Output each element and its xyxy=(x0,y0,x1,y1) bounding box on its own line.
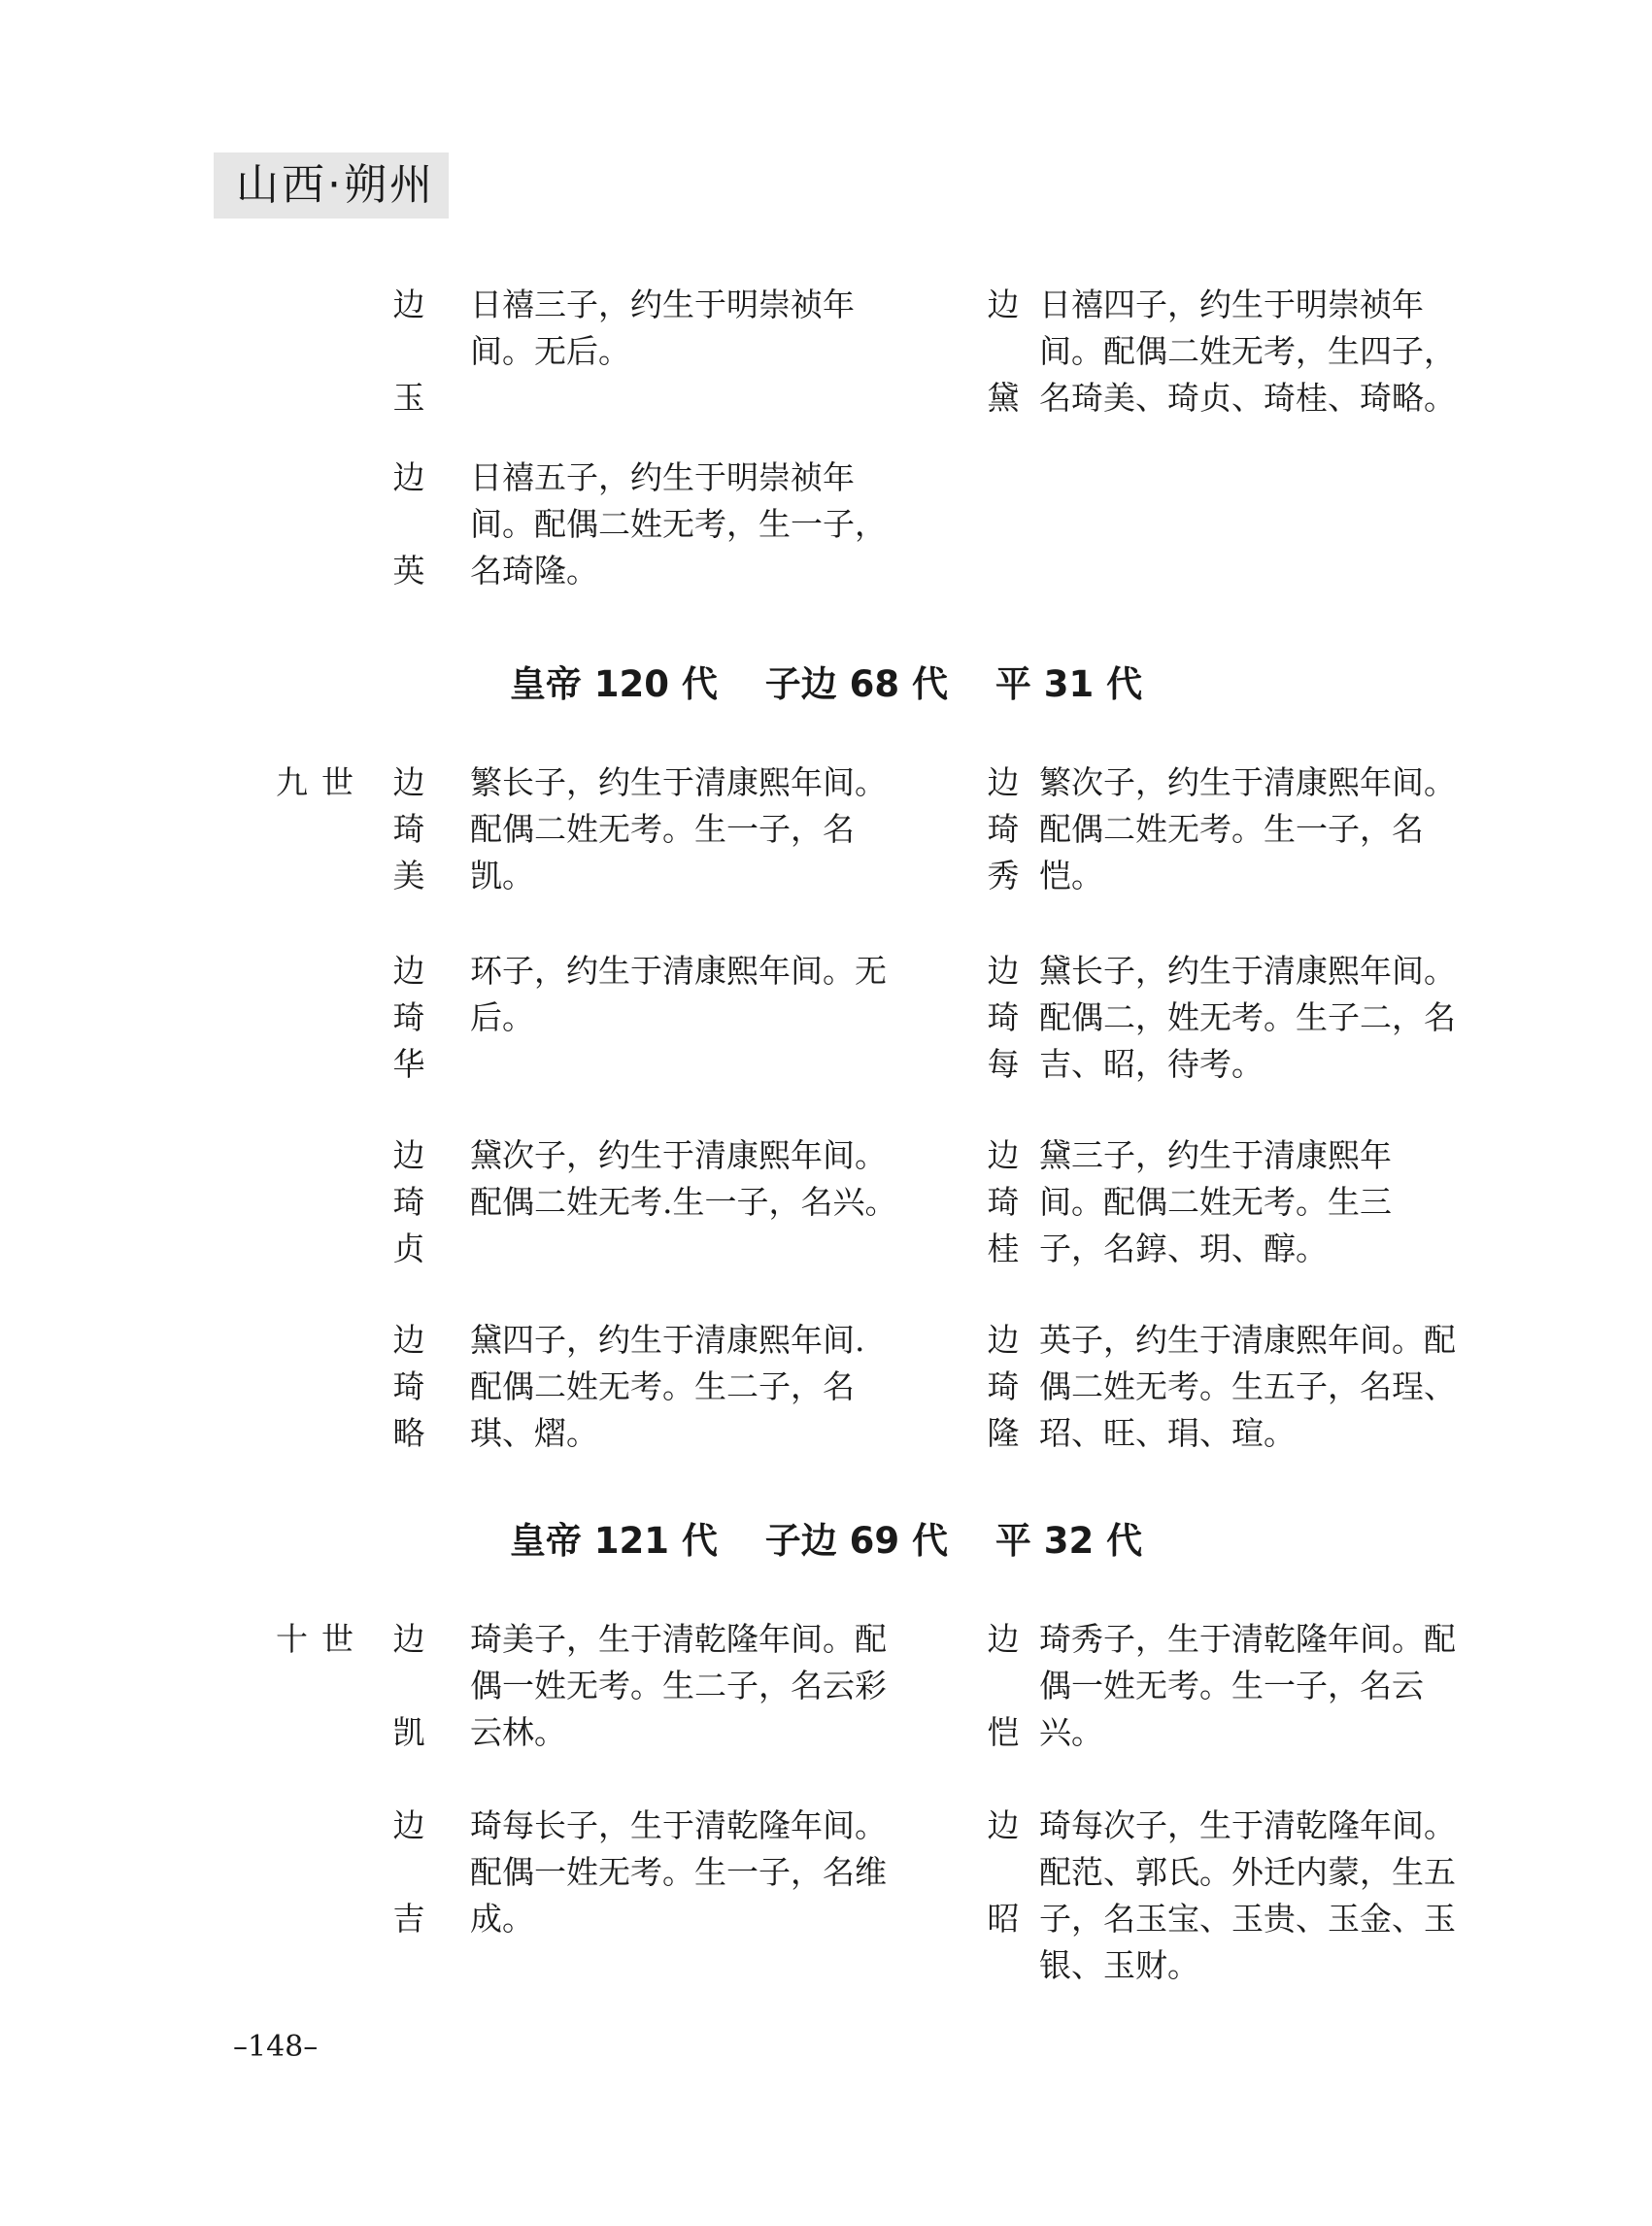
heading-part: 平 32 代 xyxy=(995,1520,1143,1562)
generation-heading xyxy=(0,1517,1652,1566)
person-desc xyxy=(470,282,868,375)
desc-line: 间。配偶二姓无考，生一子， xyxy=(470,505,887,543)
name-char: 边 xyxy=(987,1321,1020,1359)
name-char: 英 xyxy=(392,552,425,590)
desc-line: 吉、昭，待考。 xyxy=(1039,1045,1264,1083)
desc-line: 繁长子，约生于清康熙年间。 xyxy=(470,763,887,801)
name-char: 凯 xyxy=(392,1713,425,1751)
name-char: 桂 xyxy=(987,1230,1020,1267)
desc-line: 日禧四子，约生于明崇祯年 xyxy=(1039,286,1424,323)
name-char: 隆 xyxy=(987,1414,1020,1452)
desc-line: 配偶二姓无考.生一子，名兴。 xyxy=(470,1183,897,1221)
desc-line: 琦秀子，生于清乾隆年间。配 xyxy=(1039,1620,1456,1658)
desc-line: 成。 xyxy=(470,1900,534,1938)
desc-line: 玿、旺、琄、瑄。 xyxy=(1039,1414,1296,1452)
desc-line: 黛长子，约生于清康熙年间。 xyxy=(1039,952,1456,990)
name-char: 边 xyxy=(987,286,1020,323)
name-char: 边 xyxy=(392,1806,425,1844)
desc-line: 恺。 xyxy=(1039,857,1103,894)
desc-line: 间。无后。 xyxy=(470,332,630,370)
desc-line: 子，名錞、玥、醇。 xyxy=(1039,1230,1328,1267)
generation-label: 九世 xyxy=(276,763,367,801)
name-char: 琦 xyxy=(987,1183,1020,1221)
heading-part: 平 31 代 xyxy=(995,663,1143,705)
desc-line: 黛三子，约生于清康熙年 xyxy=(1039,1136,1392,1174)
desc-line: 琪、熠。 xyxy=(470,1414,598,1452)
name-char: 秀 xyxy=(987,857,1020,894)
desc-line: 兴。 xyxy=(1039,1713,1103,1751)
desc-line: 偶二姓无考。生五子，名珵、 xyxy=(1039,1367,1456,1405)
name-char: 华 xyxy=(392,1045,425,1083)
name-char: 边 xyxy=(392,952,425,990)
desc-line: 英子，约生于清康熙年间。配 xyxy=(1039,1321,1456,1359)
desc-line: 偶一姓无考。生二子，名云彩 xyxy=(470,1667,887,1704)
person-desc xyxy=(470,1132,897,1226)
person-desc xyxy=(470,948,887,1041)
desc-line: 配偶一姓无考。生一子，名维 xyxy=(470,1853,887,1891)
desc-line: 名琦美、琦贞、琦桂、琦略。 xyxy=(1039,379,1456,417)
desc-line: 日禧五子，约生于明崇祯年 xyxy=(470,458,855,496)
person-desc xyxy=(1039,282,1456,422)
desc-line: 间。配偶二姓无考，生四子， xyxy=(1039,332,1456,370)
heading-part: 皇帝 120 代 xyxy=(509,663,718,705)
name-char: 边 xyxy=(392,1321,425,1359)
generation-heading xyxy=(0,660,1652,709)
heading-part: 子边 69 代 xyxy=(764,1520,948,1562)
name-char: 琦 xyxy=(987,810,1020,848)
person-desc xyxy=(1039,1616,1456,1756)
desc-line: 名琦隆。 xyxy=(470,552,598,590)
name-char: 边 xyxy=(392,1620,425,1658)
desc-line: 银、玉财。 xyxy=(1039,1946,1199,1984)
desc-line: 琦每长子，生于清乾隆年间。 xyxy=(470,1806,887,1844)
name-char: 琦 xyxy=(392,810,425,848)
desc-line: 偶一姓无考。生一子，名云 xyxy=(1039,1667,1424,1704)
name-char: 琦 xyxy=(987,998,1020,1036)
person-desc xyxy=(470,1317,868,1457)
name-char: 边 xyxy=(392,286,425,323)
name-char: 吉 xyxy=(392,1900,425,1938)
name-char: 恺 xyxy=(987,1713,1020,1751)
person-desc xyxy=(1039,948,1456,1088)
desc-line: 凯。 xyxy=(470,857,534,894)
desc-line: 配偶二姓无考。生一子，名 xyxy=(470,810,855,848)
heading-part: 皇帝 121 代 xyxy=(509,1520,718,1562)
name-char: 边 xyxy=(987,1620,1020,1658)
desc-line: 黛四子，约生于清康熙年间. xyxy=(470,1321,865,1359)
person-desc xyxy=(470,455,887,594)
person-desc xyxy=(1039,1317,1456,1457)
desc-line: 后。 xyxy=(470,998,534,1036)
desc-line: 云林。 xyxy=(470,1713,566,1751)
name-char: 美 xyxy=(392,857,425,894)
name-char: 边 xyxy=(987,1136,1020,1174)
desc-line: 日禧三子，约生于明崇祯年 xyxy=(470,286,855,323)
desc-line: 配偶二姓无考。生一子，名 xyxy=(1039,810,1424,848)
desc-line: 黛次子，约生于清康熙年间。 xyxy=(470,1136,887,1174)
person-desc xyxy=(470,1803,887,1942)
name-char: 琦 xyxy=(392,1367,425,1405)
person-desc xyxy=(470,759,887,899)
name-char: 玉 xyxy=(392,379,425,417)
desc-line: 配范、郭氏。外迁内蒙，生五 xyxy=(1039,1853,1456,1891)
name-char: 琦 xyxy=(987,1367,1020,1405)
name-char: 黛 xyxy=(987,379,1020,417)
name-char: 边 xyxy=(987,952,1020,990)
desc-line: 繁次子，约生于清康熙年间。 xyxy=(1039,763,1456,801)
name-char: 琦 xyxy=(392,1183,425,1221)
person-desc xyxy=(1039,759,1456,899)
name-char: 贞 xyxy=(392,1230,425,1267)
desc-line: 琦每次子，生于清乾隆年间。 xyxy=(1039,1806,1456,1844)
person-desc xyxy=(470,1616,887,1756)
name-char: 略 xyxy=(392,1414,425,1452)
generation-label: 十世 xyxy=(276,1620,367,1658)
heading-part: 子边 68 代 xyxy=(764,663,948,705)
desc-line: 配偶二姓无考。生二子，名 xyxy=(470,1367,855,1405)
name-char: 边 xyxy=(392,1136,425,1174)
desc-line: 配偶二，姓无考。生子二，名 xyxy=(1039,998,1456,1036)
name-char: 边 xyxy=(987,763,1020,801)
name-char: 边 xyxy=(392,763,425,801)
desc-line: 环子，约生于清康熙年间。无 xyxy=(470,952,887,990)
page-number: –148– xyxy=(233,2030,319,2064)
name-char: 边 xyxy=(392,458,425,496)
name-char: 昭 xyxy=(987,1900,1020,1938)
person-desc xyxy=(1039,1803,1456,1989)
name-char: 琦 xyxy=(392,998,425,1036)
desc-line: 间。配偶二姓无考。生三 xyxy=(1039,1183,1392,1221)
running-header: 山西·朔州 xyxy=(236,160,435,210)
name-char: 边 xyxy=(987,1806,1020,1844)
person-desc xyxy=(1039,1132,1437,1272)
desc-line: 琦美子，生于清乾隆年间。配 xyxy=(470,1620,887,1658)
name-char: 每 xyxy=(987,1045,1020,1083)
desc-line: 子，名玉宝、玉贵、玉金、玉 xyxy=(1039,1900,1456,1938)
